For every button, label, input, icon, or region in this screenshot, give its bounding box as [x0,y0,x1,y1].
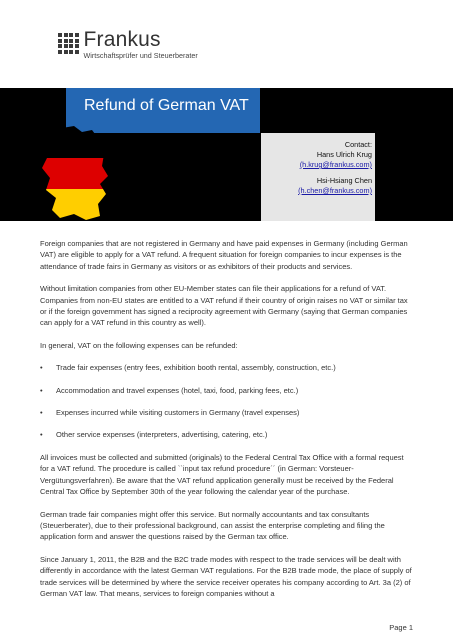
document-body [40,238,414,610]
page-number: Page 1 [389,623,413,632]
paragraph: German trade fair companies might offer this service. But normally accountants and tax consultants (Steuerberater), due to their professional background, can assist the enterprise completing and filing the application form and answer the questions raised by the German tax office. [40,509,385,542]
list-item: • Accommodation and travel expenses (hotel, taxi, food, parking fees, etc.) [40,385,299,395]
document-title: Refund of German VAT [84,97,249,114]
list-item: • Other service expenses (interpreters, advertising, catering, etc.) [40,430,268,440]
contact-email-1[interactable]: (h.krug@frankus.com) [299,160,372,169]
contact-name-1: Hans Ulrich Krug [316,150,372,159]
expense-list [40,362,414,441]
contact-label: Contact: [344,140,372,149]
paragraph: In general, VAT on the following expenses can be refunded: [40,340,238,350]
contact-email-2[interactable]: (h.chen@frankus.com) [298,186,372,195]
paragraph: Since January 1, 2011, the B2B and the B2C trade modes with respect to the trade services will be dealt with differently in accordance with the latest German VAT regulations. For the B2B trade mode, the place of supply of trade services will be determined by where the service receiver operates his company according to Art. 3a (2) of German VAT law. That means, services to foreign companies without a [40,554,412,598]
contact-block [298,140,372,196]
company-name: Frankus [83,28,161,51]
list-item: • Expenses incurred while visiting customers in Germany (travel expenses) [40,408,300,418]
bullet-icon: • [40,363,43,373]
company-subtitle: Wirtschaftsprüfer und Steuerberater [83,51,198,60]
paragraph: All invoices must be collected and submitted (originals) to the Federal Central Tax Office with a formal request for a VAT refund. The procedure is called ``input tax refund procedure´´ (in German: Vorsteuer-Vergütungsverfahren). Be aware that the VAT refund application generally must be received by the Federal Central Tax Office by September 30th of the year following the calendar year of the purchase. [40,452,404,497]
company-logo [58,30,198,60]
bullet-icon: • [40,430,43,440]
paragraph: Foreign companies that are not registered in Germany and have paid expenses in Germany (including German VAT) are eligible to apply for a VAT refund. A frequent situation for foreign companies to incur expenses is the attendance of trade fairs in Germany as visitors or as exhibitors of their products and services. [40,239,408,271]
bullet-icon: • [40,385,43,395]
list-item: • Trade fair expenses (entry fees, exhibition booth rental, assembly, construction, etc.) [40,363,336,373]
logo-grid-icon [58,33,79,54]
germany-map-flag-icon [40,126,110,220]
contact-name-2: Hsi-Hsiang Chen [316,176,372,185]
title-banner [0,88,453,221]
bullet-icon: • [40,408,43,418]
paragraph: Without limitation companies from other EU-Member states can file their applications for a refund of VAT. Companies from non-EU states are entitled to a VAT refund if their country of origin raises no VAT or similar tax or if the foreign government has signed a reciprocity agreement with Germany (saying that German companies can apply for a VAT refund in this country as well). [40,284,408,328]
